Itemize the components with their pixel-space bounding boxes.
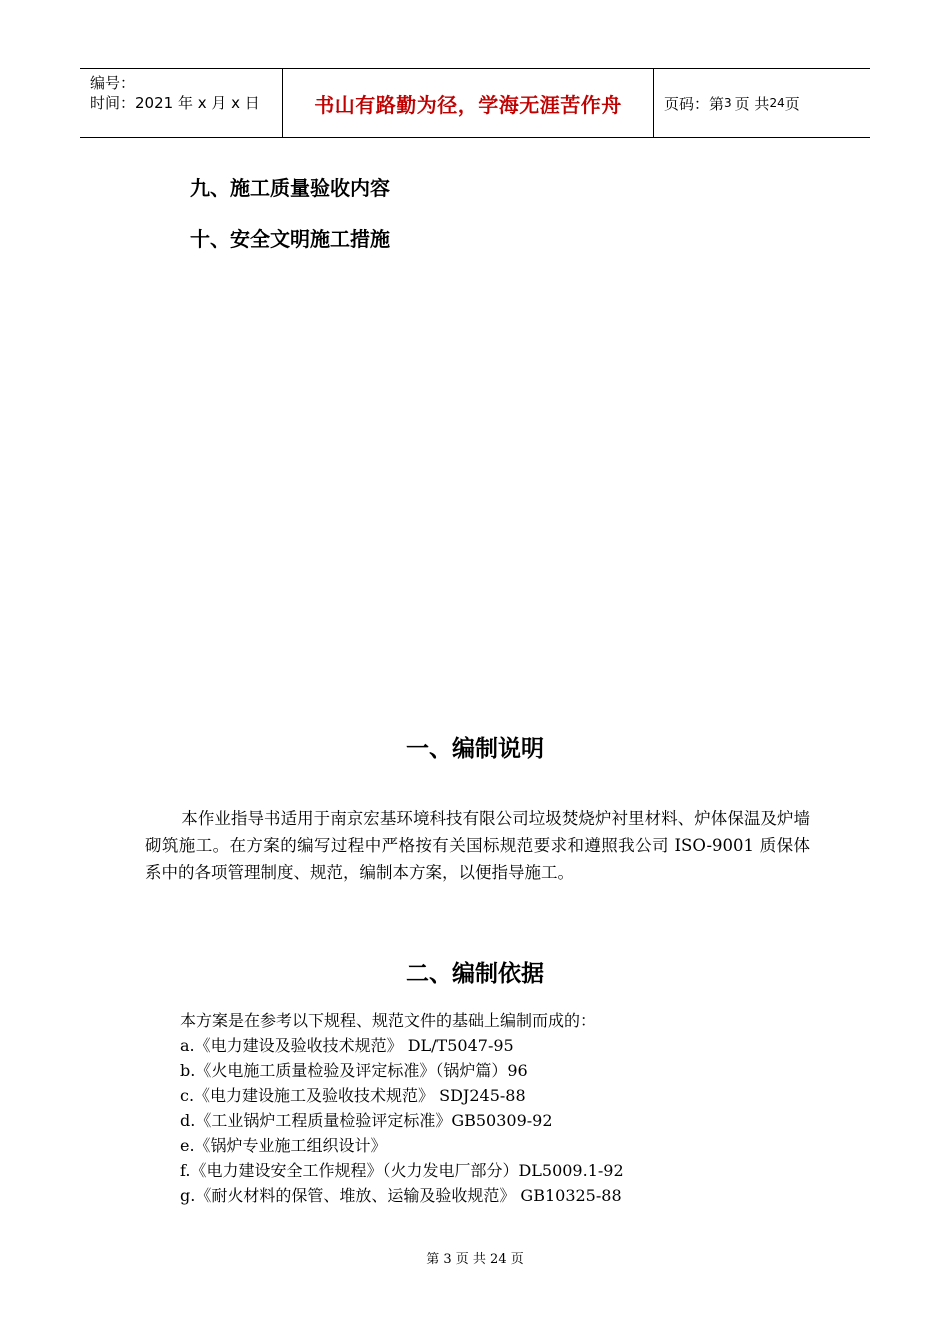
- header-meta: [80, 69, 282, 137]
- header-motto: 书山有路勤为径，学海无涯苦作舟: [282, 69, 654, 137]
- list-item: a.《电力建设及验收技术规范》 DL/T5047-95: [180, 1036, 514, 1055]
- page-label: 页码：第: [664, 94, 725, 113]
- section-heading-basis: 二、编制依据: [406, 961, 544, 987]
- section-heading-preparation: 一、编制说明: [406, 736, 544, 762]
- document-number-label: 编号：: [90, 74, 136, 92]
- basis-list: [180, 1008, 820, 1208]
- list-item: f.《电力建设安全工作规程》（火力发电厂部分）DL5009.1-92: [180, 1161, 624, 1180]
- page-footer: 第 3 页 共 24 页: [426, 1252, 524, 1267]
- document-time-label: 时间：2021 年 x 月 x 日: [90, 94, 260, 112]
- page-end: 页: [784, 94, 800, 113]
- basis-intro: 本方案是在参考以下规程、规范文件的基础上编制而成的：: [180, 1011, 597, 1030]
- list-item: e.《锅炉专业施工组织设计》: [180, 1136, 387, 1155]
- header-page-number: [654, 69, 870, 137]
- list-item: g.《耐火材料的保管、堆放、运输及验收规范》 GB10325-88: [180, 1186, 622, 1205]
- page-header: [80, 68, 870, 138]
- section-paragraph-preparation: 本作业指导书适用于南京宏基环境科技有限公司垃圾焚烧炉衬里材料、炉体保温及炉墙砌筑施工。在方案的编写过程中严格按有关国标规范要求和遵照我公司 ISO-9001 质保体系中的各项管理制度、规范，编制本方案，以便指导施工。: [145, 809, 810, 882]
- page-mid: 页 共: [734, 94, 770, 113]
- toc-item-9: 九、施工质量验收内容: [190, 176, 390, 200]
- list-item: d.《工业锅炉工程质量检验评定标准》GB50309-92: [180, 1111, 553, 1130]
- toc-item-10: 十、安全文明施工措施: [190, 227, 390, 251]
- list-item: b.《火电施工质量检验及评定标准》（锅炉篇）96: [180, 1061, 528, 1080]
- list-item: c.《电力建设施工及验收技术规范》 SDJ245-88: [180, 1086, 526, 1105]
- page-total: 24: [769, 96, 785, 110]
- page-current: 3: [724, 96, 732, 110]
